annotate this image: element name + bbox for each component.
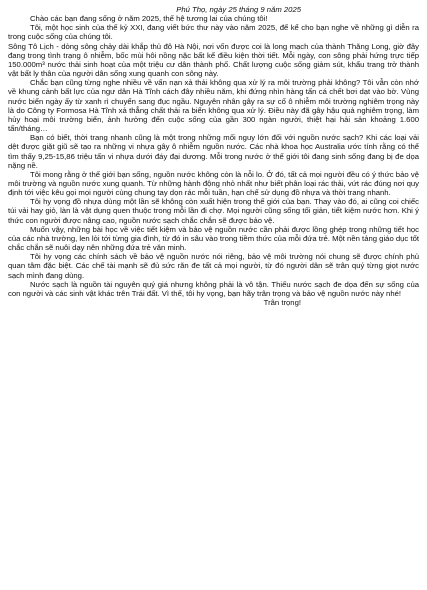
fast-fashion-paragraph: Bạn có biết, thời trang nhanh cũng là một trong những mối nguy lớn đối với nguồn nước sạch? Khi các loại vải dệt được giặt giũ sẽ tạo ra những vi nhựa gây ô nhiễm nguồn nước. Các nhà khoa học Australia ước tính rằng có thể tìm thấy 9,25-15,86 triệu tấn vi nhựa dưới đáy đại dương. Mỗi trong nước ở thế giới tôi đang sinh sống đang bị đe dọa nặng nề. — [8, 133, 419, 170]
closing-signoff: Trân trọng! — [263, 298, 301, 307]
education-paragraph: Muốn vậy, những bài học về việc tiết kiệm và bảo vệ nguồn nước cần phải được lồng ghép trong những tiết học của các nhà trường, len lỏi tới từng gia đình, từ đó in sâu vào trong tiềm thức của mỗi đứa trẻ. Một nền tảng giáo dục tốt chắc chắn sẽ nuôi dạy nên những đứa trẻ văn minh. — [8, 224, 419, 253]
hope-paragraph: Tôi mong rằng ở thế giới bạn sống, nguồn nước không còn là nỗi lo. Ở đó, tất cả mọi người đều có ý thức bảo vệ môi trường và nguồn nước xung quanh. Từ những hành động nhỏ nhất như biết phân loại rác thải, vứt rác đúng nơi quy định tới việc kêu gọi mọi người cùng chung tay dọn rác mỗi tuần, hạn chế sử dụng đồ nhựa và thời trang nhanh. — [8, 169, 419, 198]
plastic-paragraph: Tôi hy vọng đồ nhựa dùng một lần sẽ không còn xuất hiện trong thế giới của bạn. Thay vào đó, ai cũng coi chiếc túi vải hay giỏ, làn là vật dụng quen thuộc trong mỗi lần đi chợ. Mọi người cũng sống tối giản, tiết kiệm nước hơn. Khi ý thức con người được nâng cao, nguồn nước sạch chắc chắn sẽ được bảo vệ. — [8, 197, 419, 225]
formosa-paragraph: Chắc bạn cũng từng nghe nhiều về vấn nạn xả thải không qua xử lý ra môi trường phải không? Tôi vẫn còn nhớ về khung cảnh bất lực của ngư dân Hà Tĩnh cách đây nhiều năm, khi đứng nhìn hàng tấn cá chết bơi dạt vào bờ. Vùng nước biển ngày ấy từ xanh rì chuyển sang đục ngầu. Nguyên nhân gây ra sự cố ô nhiễm môi trường nghiêm trọng này là do Công ty Formosa Hà Tĩnh xả thẳng chất thải ra biển không qua xử lý. Điều này đã gây hậu quả nghiêm trọng, làm hủy hoại môi trường biển, ảnh hưởng đến cuộc sống của gần 300 ngàn người, thiệt hại hải sản khoảng 1.600 tấn/tháng… — [8, 78, 419, 134]
intro-paragraph: Tôi, một học sinh của thế kỷ XXI, đang viết bức thư này vào năm 2025, để kể cho bạn nghe về những gì diễn ra trong cuộc sống của chúng tôi. — [8, 23, 419, 42]
policy-paragraph: Tôi hy vọng các chính sách về bảo vệ nguồn nước nói riêng, bảo vệ môi trường nói chung sẽ được chính phủ quan tâm đặc biệt. Các chế tài mạnh sẽ đủ sức răn đe tất cả mọi người, từ đó người dân sẽ trân quý từng giọt nước sạch mình đang dùng. — [8, 252, 419, 280]
dateline: Phú Thọ, ngày 25 tháng 9 năm 2025 — [176, 5, 301, 14]
greeting-paragraph: Chào các bạn đang sống ở năm 2025, thế hệ tương lai của chúng tôi! — [30, 14, 268, 24]
conclusion-paragraph: Nước sạch là nguồn tài nguyên quý giá nhưng không phải là vô tận. Thiếu nước sạch đe dọa đến sự sống của con người và các sinh vật khác trên Trái đất. Vì thế, tôi hy vọng, bạn hãy trân trọng và bảo vệ nguồn nước này nhé! — [8, 279, 419, 298]
to-lich-river-paragraph: Sông Tô Lịch - dòng sông chảy dài khắp thủ đô Hà Nội, nơi vốn được coi là long mạch của thành Thăng Long, giờ đây đang trong tình trạng ô nhiễm, bốc mùi hôi nồng nặc bất kể điều kiện thời tiết. Mỗi ngày, con sông phải hứng trực tiếp 150.000m³ nước thải sinh hoạt của một triệu cư dân thành phố. Chất lượng cuộc sống giảm sút, khẩu trang trở thành vật bất ly thân của người dân sống xung quanh con sông này. — [8, 41, 419, 79]
